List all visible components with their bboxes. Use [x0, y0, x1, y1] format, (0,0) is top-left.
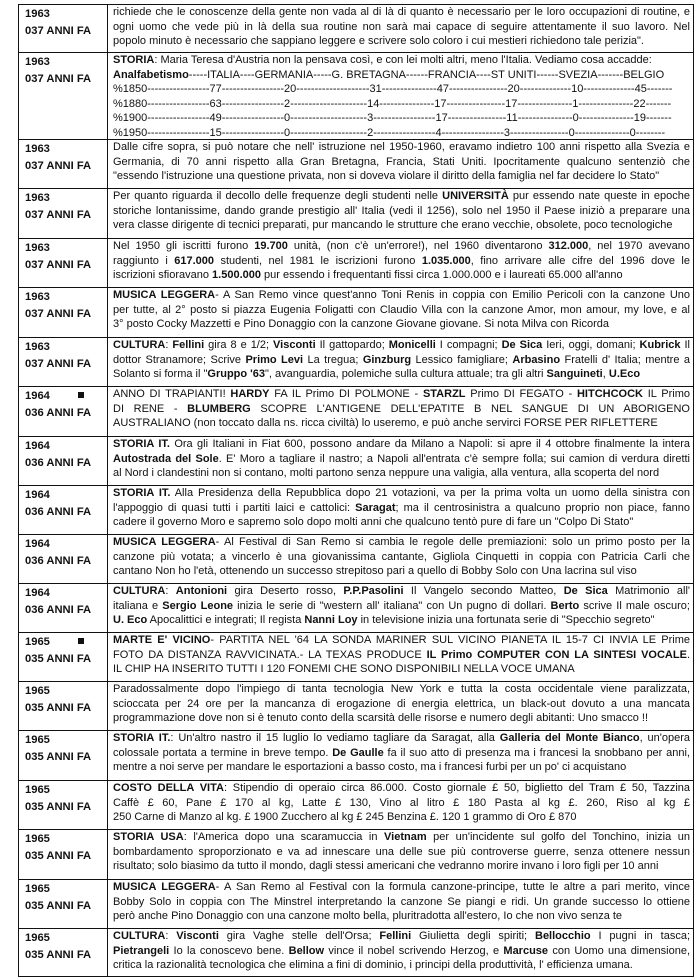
row-label [19, 53, 108, 139]
row-years-ago: 036 ANNI FA [25, 457, 92, 469]
text-line: cantano Non ho l'età, ottenendo un successo strepitoso pari a quello di Bobby Solo con Una lacrina sul viso [113, 565, 637, 578]
text-line: Nel 1950 gli iscritti furono 19.700 unità, (non c'è un'errore!), nel 1960 diventarono 312.000, nel 1970 avevano [113, 240, 690, 252]
text-line: CULTURA: Visconti gira Vaghe stelle dell'Orsa; Fellini Giulietta degli spiriti; Bellocchio I pugni in tasca; [113, 930, 690, 942]
row-text [108, 486, 693, 534]
text-line: COSTO DELLA VITA: Stipendio di operaio circa 86.000. Costo giornale £ 50, biglietto del Tram £ 50, Tazzina [113, 782, 690, 794]
row-year: 1965 [25, 685, 50, 697]
row-years-ago: 037 ANNI FA [25, 358, 92, 370]
row-label [19, 535, 108, 583]
row-year: 1963 [25, 341, 50, 353]
text-line: critica la razionalità tecnologica che elimina a fini di dominio, i principi della produttività, l' efficienza umana. [113, 959, 633, 972]
row-text [108, 437, 693, 485]
row-label [19, 140, 108, 188]
text-line: "essendo l'istruzione una questione privata, non si doveva violare il diritto della famiglia nel far decidere lo Stato" [113, 170, 660, 183]
table-row [18, 830, 694, 880]
row-text [108, 5, 693, 52]
row-label [19, 781, 108, 829]
text-line: risultato; solo biasimo da tutto il mondo, dagli stessi americani che vedranno morire invano i loro figli per 10 anni [113, 860, 659, 873]
text-line: Caffè £ 60, Pane £ 170 al kg, Latte £ 130, Vino al litro £ 180 Pasta al kg £. 260, Riso al kg £ [113, 796, 690, 809]
row-label [19, 584, 108, 632]
text-line: colossale portata a termine in breve tempo. De Gaulle fa il suo atto di presenza ma i francesi la snobbano per anni, [113, 746, 690, 759]
text-line: 3° posto Cocky Mazzetti e Pino Donaggio con la canzone Giovane giovane. Si nota Milva con Ricorda [113, 318, 610, 331]
row-text [108, 731, 693, 780]
text-line: AUSTRALIANO (non toccato dalla ns. ricca civiltà) lo useremo, e può anche servirci FORSE PER RIFLETTERE [113, 417, 658, 430]
row-text [108, 535, 693, 583]
text-line: ANNO DI TRAPIANTI! HARDY FA IL Primo DI POLMONE - STARZL Primo DI FEGATO - HITCHCOCK IL Primo [113, 388, 690, 400]
row-year: 1963 [25, 242, 50, 254]
row-year: 1965 [25, 635, 107, 649]
row-year: 1965 [25, 932, 50, 944]
text-line: vera classe dirigente di tecnici preparati, pur mancando le strutture che erano vecchie, obsolete, poco tecnologiche [113, 219, 673, 232]
row-year: 1963 [25, 56, 50, 68]
table-row [18, 880, 694, 929]
row-years-ago: 037 ANNI FA [25, 209, 92, 221]
text-line: cadere il governo Moro e sapremo solo dopo molti anni che qualcuno tentò pure di fare un "Colpo Di Stato" [113, 516, 634, 529]
row-years-ago: 035 ANNI FA [25, 850, 92, 862]
row-years-ago: 035 ANNI FA [25, 702, 92, 714]
text-line: raggiunto i 617.000 studenti, nel 1981 le iscrizioni furono 1.035.000, fino arrivare alle cifre del 1996 dove le [113, 254, 690, 267]
row-label [19, 880, 108, 928]
text-line: Pietrangeli Io la conoscevo bene. Bellow vince il nobel scrivendo Herzog, e Marcuse con Uomo una dimensione, [113, 944, 690, 957]
text-line: però anche Pino Donaggio con una canzone molto bella, pluritradotta all'estero, Io che non vivo senza te [113, 910, 623, 923]
row-text [108, 830, 693, 879]
table-row [18, 633, 694, 682]
text-line: dottor Stranamore; Scrive Primo Levi La tregua; Ginzburg Lessico famigliare; Arbasino Fratelli d' Italia; mentre a [113, 353, 690, 366]
text-line: Solanto si forma il "Gruppo '63", avanguardia, polemiche sulla cultura attuale; tra gli altri Sanguineti, U.Eco [113, 368, 641, 381]
row-label [19, 5, 108, 52]
text-line: storiche lontanissime, dando grande prestigio all' Italia (vedi il 1256), solo nel 1950 il Paese iniziò a preparare una [113, 204, 690, 217]
table-row [18, 5, 694, 53]
row-years-ago: 036 ANNI FA [25, 407, 92, 419]
row-label [19, 682, 108, 730]
table-row [18, 387, 694, 437]
row-years-ago: 037 ANNI FA [25, 160, 92, 172]
row-years-ago: 037 ANNI FA [25, 73, 92, 85]
text-line: STORIA USA: l'America dopo una scaramuccia in Vietnam per un'incidente sul golfo del Tonchino, inizia un [113, 831, 690, 843]
table-row [18, 140, 694, 189]
row-year: 1965 [25, 734, 50, 746]
text-line: U. Eco Apocalittici e integrati; Il regista Nanni Loy in televisione inizia una fortunata serie di "Specchio segreto" [113, 614, 655, 627]
row-year: 1965 [25, 833, 50, 845]
row-year: 1964 [25, 587, 50, 599]
text-line: STORIA: Maria Teresa d'Austria non la pensava così, e con lei molti altri, meno l'Italia. Vediamo cosa accadde: [113, 54, 652, 66]
table-row [18, 682, 694, 731]
text-line: IL CHIP HA INSERITO TUTTI I 120 FONEMI CHE SONO DISPONIBILI NELLA VOCE UMANA [113, 663, 575, 676]
table-row [18, 53, 694, 140]
square-bullet-icon [78, 392, 84, 398]
text-line: bombardamento sproporzionato e va ad innescare una delle sue più controverse guerre, senza ottenere nessun [113, 845, 690, 858]
row-text [108, 338, 693, 386]
text-line: ogni uomo che vede più in là della sua routine non sarà mai capace di seguire attentamente il suo lavoro. Nel [113, 20, 690, 33]
row-year: 1964 [25, 489, 50, 501]
text-line: Paradossalmente dopo l'impiego di tanta tecnologia New York e tutta la costa occidentale viene paralizzata, [113, 683, 690, 695]
text-line: Per quanto riguarda il decollo delle frequenze degli studenti nelle UNIVERSITÀ pur essendo nate queste in epoche [113, 190, 690, 202]
text-line: richiede che le conoscenze della gente non vada al di là di quanto è necessario per le loro occupazioni di routine, e [113, 6, 690, 18]
row-text [108, 929, 693, 976]
document-table [18, 4, 694, 977]
text-line: %1880-----------------63-----------------2---------------------14---------------17----------------17---------------1---------------22------- [113, 97, 672, 110]
text-line: al Nord i clandestini non si contano, molti partono senza neppure una valigia, alla ventura, alla scoperta del nord [113, 467, 660, 480]
table-row [18, 486, 694, 535]
table-row [18, 731, 694, 781]
row-label [19, 387, 108, 436]
row-label [19, 486, 108, 534]
row-text [108, 633, 693, 681]
text-line: programmazione dove non si è tenuto conto della scarsità delle risorse e numero degli abitanti: Uno smacco !! [113, 712, 649, 725]
text-line: MARTE E' VICINO- PARTITA NEL '64 LA SONDA MARINER SUL VICINO PIANETA IL 15-7 CI INVIA LE Prime [113, 634, 690, 646]
row-year: 1965 [25, 883, 50, 895]
row-text [108, 387, 693, 436]
table-row [18, 584, 694, 633]
row-year: 1965 [25, 784, 50, 796]
text-line: STORIA IT.: Un'altro nastro il 15 luglio lo vediamo tagliare da Saragat, alla Galleria del Monte Bianco, un'opera [113, 732, 690, 744]
row-year: 1963 [25, 192, 50, 204]
row-label [19, 288, 108, 337]
table-row [18, 437, 694, 486]
row-label [19, 633, 108, 681]
text-line: CULTURA: Antonioni gira Deserto rosso, P.P.Pasolini Il Vangelo secondo Matteo, De Sica Matrimonio all' [113, 585, 690, 597]
row-text [108, 880, 693, 928]
row-text [108, 189, 693, 238]
text-line: mentre a noi serve per mandare le esportazioni a basso costo, ma i francesi furbi per un po' ci acquistano [113, 761, 627, 774]
table-row [18, 781, 694, 830]
text-line: Bobby Solo in coppia con The Minstrel interpretando la canzone Se piangi e ridi. Un grande successo lo ottiene [113, 895, 690, 908]
row-years-ago: 036 ANNI FA [25, 555, 92, 567]
text-line: Dalle cifre sopra, si può notare che nell' istruzione nel 1950-1960, eravamo indietro 100 anni rispetto alla Svezia e [113, 141, 690, 153]
text-line: canzone più votata; a vincerlo è una giovanissima cantante, Gigliola Cinquetti in coppia con Patricia Carli che [113, 550, 690, 563]
text-line: DI RENE - BLUMBERG SCOPRE L'ANTIGENE DELL'EPATITE B NEL SANGUE DI UN ABORIGENO [113, 402, 690, 415]
text-line: CULTURA: Fellini gira 8 e 1/2; Visconti Il gattopardo; Monicelli I compagni; De Sica Ieri, oggi, domani; Kubrick Il [113, 339, 690, 351]
row-label [19, 929, 108, 976]
text-line: scioccata per 24 ore per la mancanza di erogazione di energia elettrica, un black-out dovuto a una mancata [113, 697, 690, 710]
row-text [108, 140, 693, 188]
text-line: FOTO DA DISTANZA RAVVICINATA.- LA TEXAS PRODUCE IL Primo COMPUTER CON LA SINTESI VOCALE. [113, 648, 690, 661]
row-year: 1964 [25, 389, 107, 403]
text-line: iscrizioni sfioravano 1.500.000 pur essendo i frequentanti fissi circa 1.000.000 e i laureati 65.000 all'anno [113, 269, 623, 282]
row-text [108, 584, 693, 632]
row-years-ago: 036 ANNI FA [25, 506, 92, 518]
row-label [19, 437, 108, 485]
row-label [19, 189, 108, 238]
table-row [18, 535, 694, 584]
row-years-ago: 037 ANNI FA [25, 259, 92, 271]
row-year: 1963 [25, 291, 50, 303]
text-line: l'appoggio di quasi tutti i partiti laici e cattolici: Saragat; ma il centrosinistra a qualcuno proprio non piace, fanno [113, 501, 690, 514]
text-line: 250 Carne di Manzo al kg. £ 1900 Zucchero al kg £ 245 Benzina £. 120 1 grammo di Oro £ 870 [113, 811, 577, 824]
text-line: Germania, di 70 anni rispetto alla Gran Bretagna, Francia, Stati Uniti. Ipocritamente qualcuno sentenziò che [113, 155, 690, 168]
row-years-ago: 037 ANNI FA [25, 308, 92, 320]
text-line: MUSICA LEGGERA- A San Remo al Festival con la formula canzone-principe, tutte le altre a pari merito, vince [113, 881, 690, 893]
text-line: STORIA IT. Ora gli Italiani in Fiat 600, possono andare da Milano a Napoli: si apre il 4 ottobre finalmente la intera [113, 438, 690, 450]
text-line: Analfabetismo-----ITALIA----GERMANIA-----G. BRETAGNA------FRANCIA----ST UNITI------SVEZIA-------BELGIO [113, 68, 665, 81]
row-years-ago: 037 ANNI FA [25, 25, 92, 37]
text-line: popolo minuto è necessario che sappiano leggere e scrivere solo coloro i cui mestieri richiedono tale perizia". [113, 35, 644, 48]
row-label [19, 731, 108, 780]
text-line: STORIA IT. Alla Presidenza della Repubblica dopo 21 votazioni, va per la prima volta un uomo della sinistra con [113, 487, 690, 499]
row-label [19, 830, 108, 879]
text-line: per tutte, al 2° posto si piazza Eugenia Foligatti con Claudio Villa con la canzone Amor, mon amour, my love, e al [113, 303, 690, 316]
text-line: %1900-----------------49-----------------0---------------------3-----------------17----------------11---------------0---------------19------- [113, 112, 672, 125]
text-line: italiana e Sergio Leone inizia le serie di "western all' italiana" con Un pugno di dollari. Berto scrive Il male oscuro; [113, 599, 690, 612]
text-line: %1950-----------------15-----------------0---------------------2-----------------4-----------------3----------------0---------------0-------- [113, 126, 666, 139]
row-years-ago: 035 ANNI FA [25, 751, 92, 763]
square-bullet-icon [78, 638, 84, 644]
row-text [108, 288, 693, 337]
table-row [18, 929, 694, 977]
row-text [108, 682, 693, 730]
table-row [18, 189, 694, 239]
row-text [108, 53, 693, 139]
row-year: 1964 [25, 440, 50, 452]
row-year: 1963 [25, 8, 50, 20]
row-years-ago: 036 ANNI FA [25, 604, 92, 616]
row-years-ago: 035 ANNI FA [25, 900, 92, 912]
row-label [19, 338, 108, 386]
row-years-ago: 035 ANNI FA [25, 653, 92, 665]
text-line: MUSICA LEGGERA- A San Remo vince quest'anno Toni Renis in coppia con Emilio Pericoli con la canzone Uno [113, 289, 690, 301]
row-years-ago: 035 ANNI FA [25, 801, 92, 813]
row-year: 1964 [25, 538, 50, 550]
row-year: 1963 [25, 143, 50, 155]
row-text [108, 781, 693, 829]
text-line: Autostrada del Sole. E' Moro a tagliare il nastro; a Napoli all'entrata c'è sempre folla; sui camion di verdura diretti [113, 452, 690, 465]
text-line: %1850-----------------77-----------------20--------------------31---------------47----------------20--------------10--------------45------- [113, 83, 673, 96]
row-text [108, 239, 693, 287]
table-row [18, 288, 694, 338]
table-row [18, 239, 694, 288]
text-line: MUSICA LEGGERA- Al Festival di San Remo si cambia le regole delle premiazioni: solo un primo posto per la [113, 536, 690, 548]
row-label [19, 239, 108, 287]
table-row [18, 338, 694, 387]
row-years-ago: 035 ANNI FA [25, 949, 92, 961]
